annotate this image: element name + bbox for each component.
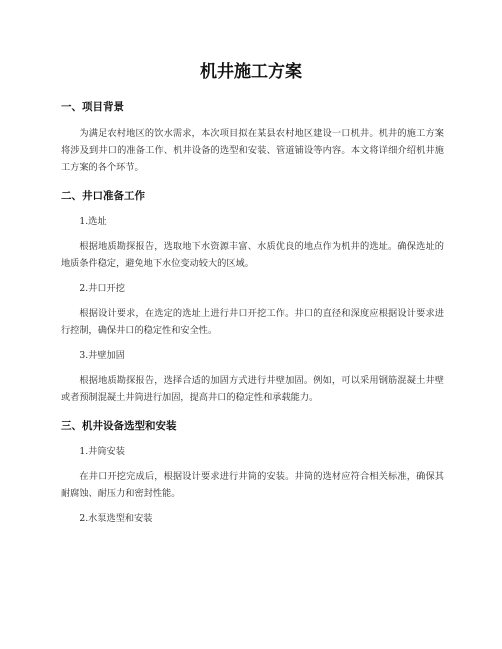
document-body: [61, 96, 444, 526]
subheading-pump-selection: 2.水泵选型和安装: [79, 513, 153, 524]
paragraph-well-excavation: 根据设计要求，在选定的选址上进行井口开挖工作。井口的直径和深度应根据设计要求进行控制，确保井口的稳定性和安全性。: [61, 308, 444, 336]
section-paragraph-background: 为满足农村地区的饮水需求，本次项目拟在某县农村地区建设一口机井。机井的施工方案将涉及到井口的准备工作、机井设备的选型和安装、管道铺设等内容。本文将详细介绍机井施工方案的各个环节。: [61, 128, 444, 173]
paragraph-casing-installation: 在井口开挖完成后，根据设计要求进行井筒的安装。井筒的选材应符合相关标准，确保其耐腐蚀、耐压力和密封性能。: [61, 471, 444, 499]
section-heading-equipment: 三、机井设备选型和安装: [61, 420, 177, 432]
subheading-well-excavation: 2.井口开挖: [79, 283, 125, 294]
subheading-casing-installation: 1.井筒安装: [79, 446, 125, 457]
subheading-site-selection: 1.选址: [79, 216, 107, 227]
section-heading-background: 一、项目背景: [61, 101, 124, 113]
paragraph-site-selection: 根据地质勘探报告，选取地下水资源丰富、水质优良的地点作为机井的选址。确保选址的地质条件稳定，避免地下水位变动较大的区域。: [61, 241, 444, 269]
section-heading-well-preparation: 二、井口准备工作: [61, 190, 145, 202]
document-title: 机井施工方案: [200, 62, 302, 82]
subheading-wall-reinforcement: 3.井壁加固: [79, 350, 125, 361]
paragraph-wall-reinforcement: 根据地质勘探报告，选择合适的加固方式进行井壁加固。例如，可以采用钢筋混凝土井壁或者预制混凝土井筒进行加固，提高井口的稳定性和承载能力。: [61, 375, 444, 403]
